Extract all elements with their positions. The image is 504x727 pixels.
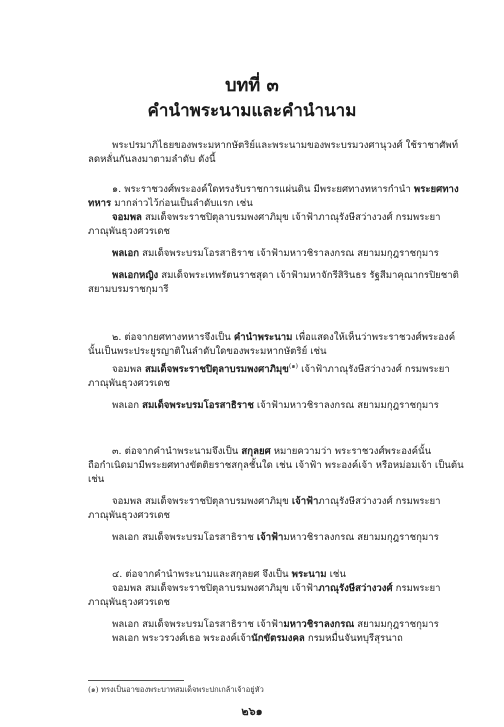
example-text: พลเอก สมเด็จพระบรมโอรสาธิราช เจ้าฟ้า (112, 619, 284, 630)
bold-term: เจ้าฟ้า (256, 532, 284, 543)
bold-term: พลเอกหญิง (112, 270, 159, 281)
intro-paragraph (88, 139, 459, 167)
example-text: ภาณุพันธุวงศวรเดช (88, 597, 171, 608)
section-text: หมายความว่า พระราชวงศ์พระองค์นั้น (270, 446, 432, 457)
example-text: สยามบรมราชกุมารี (88, 284, 169, 295)
section-text: ๒. ต่อจากยศทางทหารจึงเป็น (112, 332, 234, 343)
bold-term: พระนาม (291, 569, 327, 580)
example-text: ภาณุพันธุวงศวรเดช (88, 378, 171, 389)
example-text: สมเด็จพระราชปิตุลาบรมพงศาภิมุข เจ้าฟ้าภาณุรังษีสว่างวงศ์ กรมพระยา (141, 212, 441, 223)
section-text: ถือกำเนิดมามีพระยศทางขัตติยราชสกุลชั้นใด เช่น เจ้าฟ้า พระองค์เจ้า หรือหม่อมเจ้า เป็นต้น (88, 460, 464, 471)
example-text: สมเด็จพระเทพรัตนราชสุดา เจ้าฟ้ามหาจักรีสิรินธร รัฐสีมาคุณากรปิยชาติ (158, 270, 459, 281)
section-1 (88, 183, 459, 297)
example-text: สยามมกุฎราชกุมาร (354, 619, 439, 630)
footnote-divider (88, 680, 184, 681)
example-text: กรมหมื่นจันทบุรีสุรนาถ (304, 633, 403, 644)
bold-term: มหาวชิราลงกรณ (283, 619, 355, 630)
example-text: จอมพล สมเด็จพระราชปิตุลาบรมพงศาภิมุข เจ้าฟ้า (112, 583, 319, 594)
example-text: กรมพระยา (392, 583, 441, 594)
section-text: เช่น (326, 569, 346, 580)
example-text: ภาณุพันธุวงศวรเดช (88, 510, 171, 521)
section-text: ๓. ต่อจากคำนำพระนามจึงเป็น (112, 446, 242, 457)
bold-term: พระยศทาง (413, 184, 459, 195)
section-text: ๑. พระราชวงศ์พระองค์ใดทรงรับราชการแผ่นดิน มีพระยศทางทหารกำนำ (112, 184, 414, 195)
bold-term: ภาณุรังษีสว่างวงศ์ (318, 583, 393, 594)
example-text: จอมพล (112, 364, 145, 375)
bold-term: ทหาร (88, 198, 112, 209)
chapter-number: บทที่ ๓ (225, 75, 279, 96)
section-2 (88, 331, 456, 413)
example-text: สมเด็จพระบรมโอรสาธิราช เจ้าฟ้ามหาวชิราลงกรณ สยามมกุฎราชกุมาร (139, 248, 439, 259)
example-text: ภาณุพันธุวงศวรเดช (88, 226, 171, 237)
section-text: นั้นเป็นพระประยูรญาติในลำดับใดของพระมหากษัตริย์ เช่น (88, 346, 327, 357)
footnote-marker: (๑) (88, 685, 99, 694)
bold-term: สมเด็จพระราชปิตุลาบรมพงศาภิมุข (144, 364, 289, 375)
bold-term: นักขัตรมงคล (251, 633, 305, 644)
example-text: มหาวชิราลงกรณ สยามมกุฎราชกุมาร (283, 532, 439, 543)
section-text: มากล่าวไว้ก่อนเป็นลำดับแรก เช่น (111, 198, 253, 209)
chapter-title: คำนำพระนามและคำนำนาม (147, 101, 357, 121)
section-text: เช่น (88, 474, 105, 485)
section-text: เพื่อแสดงให้เห็นว่าพระราชวงศ์พระองค์ (292, 332, 456, 343)
intro-line: พระปรมาภิไธยของพระมหากษัตริย์และพระนามของพระบรมวงศานุวงศ์ ใช้ราชาศัพท์ (112, 140, 459, 151)
example-text: เจ้าฟ้ามหาวชิราลงกรณ สยามมกุฎราชกุมาร (253, 400, 439, 411)
section-4 (88, 568, 452, 646)
bold-term: พลเอก (112, 248, 140, 259)
section-3 (88, 445, 464, 545)
footnote (88, 684, 264, 696)
bold-term: เจ้าฟ้า (291, 496, 319, 507)
footnote-marker: (๑) (288, 361, 299, 370)
example-text: จอมพล สมเด็จพระราชปิตุลาบรมพงศาภิมุข (112, 496, 292, 507)
footnote-text: ทรงเป็นอาของพระบาทสมเด็จพระปกเกล้าเจ้าอยู่หัว (98, 685, 264, 694)
example-text: ภาณุรังษีสว่างวงศ์ กรมพระยา (318, 496, 441, 507)
example-text: พลเอก สมเด็จพระบรมโอรสาธิราช (112, 532, 257, 543)
bold-term: สกุลยศ (241, 446, 271, 457)
intro-line: ลดหลั่นกันลงมาตามลำดับ ดังนี้ (88, 154, 216, 165)
bold-term: จอมพล (112, 212, 142, 223)
example-text: พลเอก พระวรวงศ์เธอ พระองค์เจ้า (112, 633, 252, 644)
bold-term: สมเด็จพระบรมโอรสาธิราช (142, 400, 254, 411)
example-text: เจ้าฟ้าภาณุรังษีสว่างวงศ์ กรมพระยา (298, 364, 450, 375)
example-text: พลเอก (112, 400, 143, 411)
page-number: ๒๖๑ (241, 705, 263, 718)
section-text: ๔. ต่อจากคำนำพระนามและสกุลยศ จึงเป็น (112, 569, 292, 580)
bold-term: คำนำพระนาม (233, 332, 293, 343)
